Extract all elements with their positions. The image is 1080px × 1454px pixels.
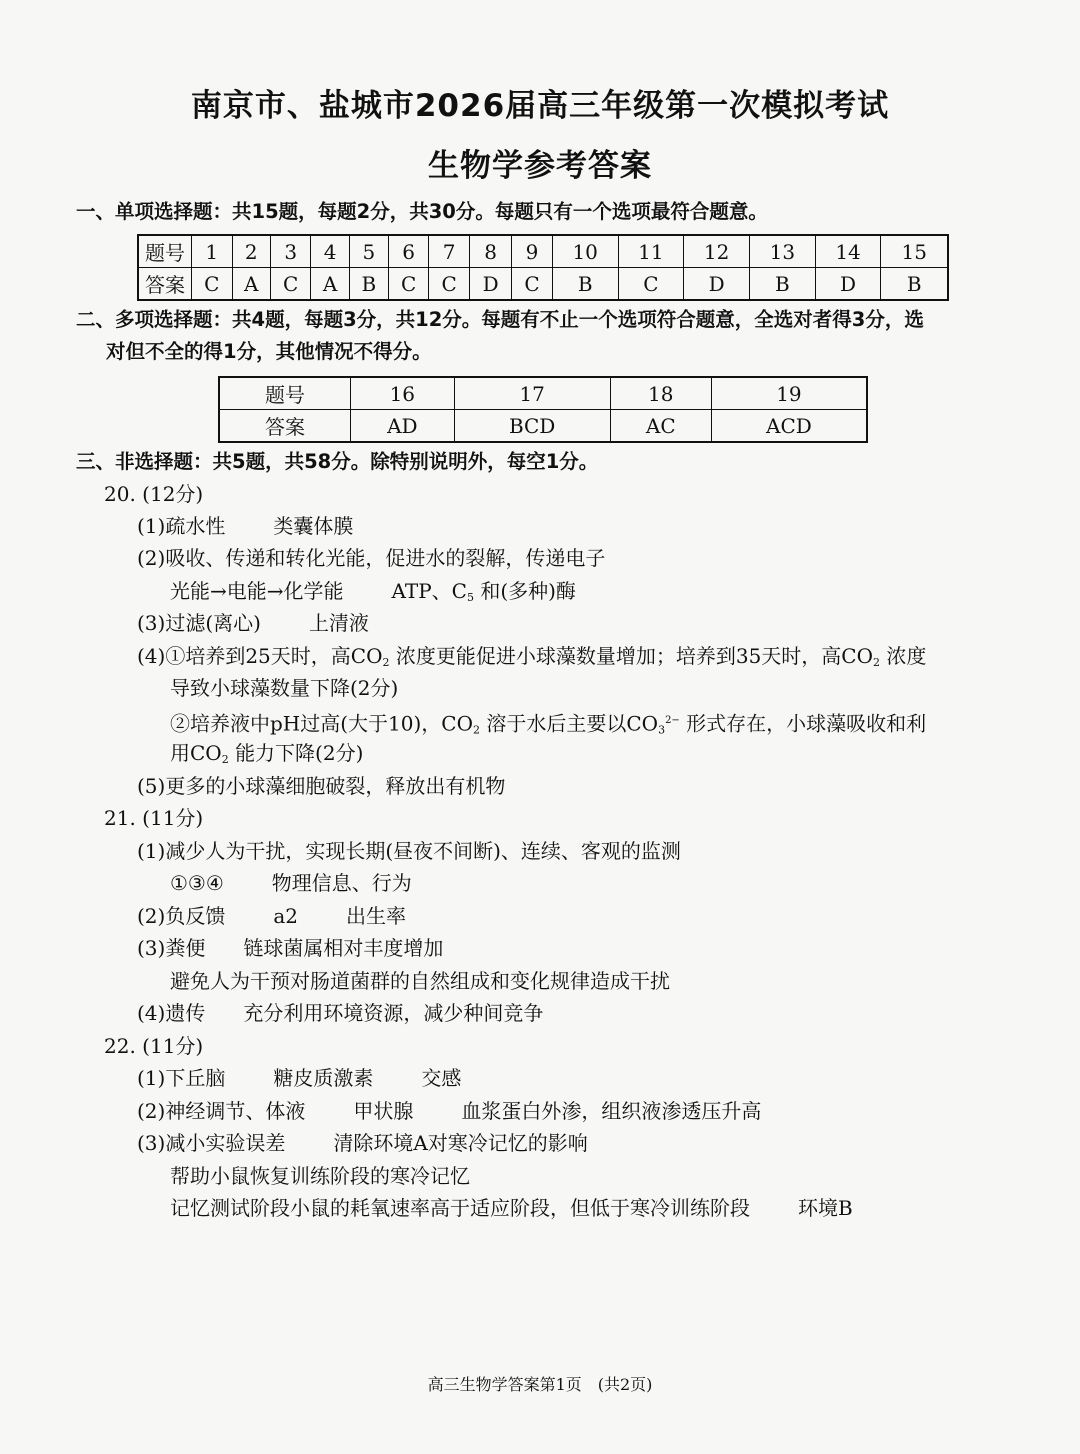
q20-answer-2-cont: 光能→电能→化学能 ATP、$C_5$ 和(多种)酶 (170, 579, 576, 604)
q20-heading: 20. (12分) (104, 482, 204, 506)
question-number-cell: 5 (349, 235, 388, 268)
question-number-cell: 2 (232, 235, 270, 268)
section1-heading: 一、单项选择题：共15题，每题2分，共30分。每题只有一个选项最符合题意。 (76, 200, 768, 223)
answer-cell: D (684, 268, 750, 301)
answer-cell: B (552, 268, 618, 301)
q21-answer-2: (2)负反馈 a2 出生率 (137, 904, 406, 928)
answer-cell: AC (610, 410, 711, 443)
q22-heading: 22. (11分) (104, 1034, 204, 1058)
answer-cell: D (469, 268, 511, 301)
answer-cell: B (349, 268, 388, 301)
q21-answer-1-cont: ①③④ 物理信息、行为 (170, 871, 412, 895)
question-number-cell: 8 (469, 235, 511, 268)
row-label: 题号 (219, 377, 351, 410)
row-label: 题号 (138, 235, 192, 268)
question-number-cell: 16 (351, 377, 455, 410)
q20-answer-5: (5)更多的小球藻细胞破裂，释放出有机物 (137, 774, 506, 798)
q22-answer-3-cont: 帮助小鼠恢复训练阶段的寒冷记忆 (170, 1164, 470, 1188)
q22-answer-3-cont2: 记忆测试阶段小鼠的耗氧速率高于适应阶段，但低于寒冷训练阶段 环境B (170, 1196, 853, 1220)
question-number-cell: 3 (270, 235, 311, 268)
answer-cell: A (311, 268, 349, 301)
question-number-cell: 9 (512, 235, 553, 268)
q20-answer-4-cont: 导致小球藻数量下降(2分) (170, 676, 399, 700)
table-row-numbers (138, 235, 948, 268)
answer-cell: C (429, 268, 470, 301)
q20-answer-4-part2-cont: 用$CO_2$ 能力下降(2分) (170, 741, 364, 766)
q21-answer-3-cont: 避免人为干预对肠道菌群的自然组成和变化规律造成干扰 (170, 969, 670, 993)
q22-answer-1: (1)下丘脑 糖皮质激素 交感 (137, 1066, 462, 1090)
question-number-cell: 12 (684, 235, 750, 268)
answer-cell: BCD (454, 410, 610, 443)
exam-subtitle: 生物学参考答案 (428, 148, 652, 184)
multi-choice-answer-table (218, 376, 868, 443)
question-number-cell: 18 (610, 377, 711, 410)
q21-heading: 21. (11分) (104, 806, 204, 830)
question-number-cell: 4 (311, 235, 349, 268)
answer-cell: B (881, 268, 948, 301)
q20-answer-4-part2: ②培养液中pH过高(大于10)，$CO_2$ 溶于水后主要以$CO_3^{2-}$ 形式存在，小球藻吸收和利 (170, 711, 927, 737)
answer-cell: ACD (711, 410, 867, 443)
answer-cell: C (192, 268, 233, 301)
question-number-cell: 13 (749, 235, 815, 268)
q20-answer-4: (4)①培养到25天时，高$CO_2$ 浓度更能促进小球藻数量增加；培养到35天时，高$CO_2$ 浓度 (137, 644, 927, 669)
page-footer: 高三生物学答案第1页 (共2页) (427, 1375, 653, 1394)
question-number-cell: 1 (192, 235, 233, 268)
question-number-cell: 10 (552, 235, 618, 268)
section3-heading: 三、非选择题：共5题，共58分。除特别说明外，每空1分。 (76, 450, 599, 473)
answer-cell: C (270, 268, 311, 301)
question-number-cell: 6 (388, 235, 429, 268)
q22-answer-2: (2)神经调节、体液 甲状腺 血浆蛋白外渗，组织液渗透压升高 (137, 1099, 762, 1123)
row-label: 答案 (219, 410, 351, 443)
question-number-cell: 14 (815, 235, 881, 268)
row-label: 答案 (138, 268, 192, 301)
exam-title: 南京市、盐城市2026届高三年级第一次模拟考试 (190, 88, 890, 124)
question-number-cell: 15 (881, 235, 948, 268)
q20-answer-2: (2)吸收、传递和转化光能，促进水的裂解，传递电子 (137, 546, 606, 570)
q22-answer-3: (3)减小实验误差 清除环境A对寒冷记忆的影响 (137, 1131, 588, 1155)
question-number-cell: 11 (618, 235, 684, 268)
q20-answer-1: (1)疏水性 类囊体膜 (137, 514, 354, 538)
answer-cell: C (512, 268, 553, 301)
table-row-answers (219, 410, 867, 443)
q21-answer-1: (1)减少人为干扰，实现长期(昼夜不间断)、连续、客观的监测 (137, 839, 681, 863)
table-row-numbers (219, 377, 867, 410)
question-number-cell: 7 (429, 235, 470, 268)
answer-cell: C (388, 268, 429, 301)
table-row-answers (138, 268, 948, 301)
answer-cell: B (749, 268, 815, 301)
question-number-cell: 17 (454, 377, 610, 410)
question-number-cell: 19 (711, 377, 867, 410)
single-choice-answer-table (137, 234, 949, 301)
answer-cell: A (232, 268, 270, 301)
q21-answer-4: (4)遗传 充分利用环境资源，减少种间竞争 (137, 1001, 544, 1025)
answer-cell: C (618, 268, 684, 301)
q21-answer-3: (3)粪便 链球菌属相对丰度增加 (137, 936, 444, 960)
section2-heading: 二、多项选择题：共4题，每题3分，共12分。每题有不止一个选项符合题意，全选对者得3分，选 对但不全的得1分，其他情况不得分。 (76, 308, 924, 363)
answer-cell: D (815, 268, 881, 301)
q20-answer-3: (3)过滤(离心) 上清液 (137, 611, 369, 635)
answer-cell: AD (351, 410, 455, 443)
